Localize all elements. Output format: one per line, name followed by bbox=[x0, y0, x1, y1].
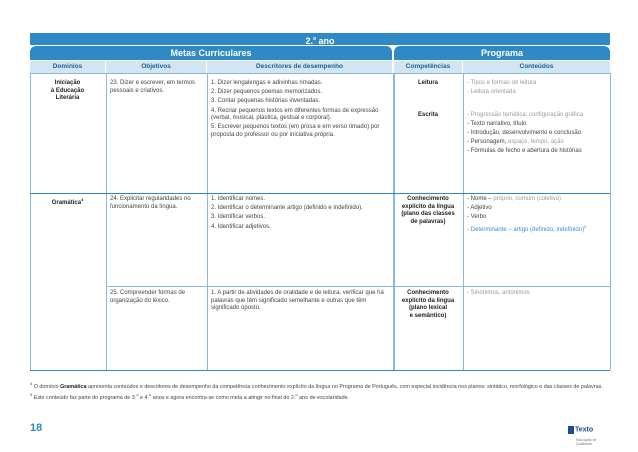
footnote-text: Este conteúdo faz parte do programa de 3. bbox=[32, 394, 137, 401]
competencia-line: Conhecimento bbox=[407, 196, 449, 202]
objetivo-23: 23. Dizer e escrever, em termos pessoais e criativos. bbox=[110, 80, 196, 94]
dominio-gramatica bbox=[30, 196, 105, 208]
column-competencias: Competências bbox=[394, 61, 462, 73]
objetivo-25: 25. Compreender formas de organização do léxico. bbox=[110, 290, 186, 304]
conteudo-item bbox=[467, 139, 607, 147]
footnote-ref: 5 bbox=[584, 223, 587, 229]
competencia-line: Conhecimento bbox=[407, 290, 449, 296]
competencia-line: (plano das classes bbox=[401, 211, 455, 218]
descritor: 1. Dizer lengalengas e adivinhas rimadas. bbox=[211, 80, 323, 86]
conteudo-item bbox=[467, 196, 607, 204]
personagem-label: - Personagem, bbox=[467, 138, 507, 145]
dominio-line: Iniciação bbox=[54, 80, 81, 86]
conteudo-item: - Progressão temática; configuração gráfica bbox=[467, 112, 584, 118]
competencia-line: (plano lexical bbox=[408, 305, 447, 312]
descritor: 5. Escrever pequenos textos (em prosa e em verso rimado) por proposta do professor ou por iniciativa própria. bbox=[211, 124, 380, 138]
column-dominios: Domínios bbox=[30, 61, 105, 73]
personagem-rest: espaço, tempo, ação bbox=[506, 138, 564, 145]
grid-line bbox=[30, 73, 31, 370]
nome-rest: próprio, comum (coletivo) bbox=[493, 196, 562, 202]
competencia-line: e semântico) bbox=[409, 312, 447, 319]
objetivo-24: 24. Explicitar regularidades no funcionamento da língua. bbox=[110, 196, 191, 210]
footnote-mark: 5 bbox=[30, 392, 33, 397]
year-number: 2. bbox=[305, 36, 313, 46]
grid-line bbox=[106, 73, 107, 370]
page-number: 18 bbox=[30, 422, 43, 434]
competencia-escrita: Escrita bbox=[417, 112, 438, 118]
conteudos-leitura bbox=[467, 80, 607, 98]
footnote-text: O domínio bbox=[32, 383, 61, 390]
footnote-text: apresenta conteúdos e descritores de desempenho da competência conhecimento explícito da língua no Programa de Português, com especial incidência nos planos: sintático, morfológico e das classes de palavras. bbox=[86, 383, 603, 390]
dominio-iniciacao bbox=[30, 80, 105, 103]
descritor: 2. Dizer pequenos poemas memorizados. bbox=[211, 89, 323, 96]
competencia-line: de palavras) bbox=[410, 218, 446, 225]
publisher-tagline: Educação de Qualidade bbox=[576, 438, 597, 446]
conteudo-item: - Texto narrativo, título bbox=[467, 120, 527, 127]
conteudo-item: - Tipos e formas de leitura bbox=[467, 80, 537, 86]
footnotes bbox=[30, 380, 610, 402]
conteudo-item: - Sinónimos, antónimos bbox=[467, 290, 530, 296]
year-word: ano bbox=[318, 36, 335, 46]
ordinal: o bbox=[148, 392, 152, 397]
competencia-line: explícito da língua bbox=[401, 297, 455, 304]
row-divider bbox=[30, 193, 610, 194]
footnote-bold: Gramática bbox=[60, 383, 87, 390]
ordinal: o bbox=[295, 392, 298, 397]
dominio-line: à Educação bbox=[50, 87, 85, 94]
descritor: 4. Recriar pequenos textos em diferentes formas de expressão (verbal, musical, plástica, gestual e corporal). bbox=[211, 107, 379, 122]
conteudo-item bbox=[467, 223, 607, 235]
descritores-24 bbox=[211, 196, 389, 233]
conteudo-item: - Verbo bbox=[467, 213, 487, 220]
competencia-classes bbox=[394, 196, 462, 226]
conteudos-lexico bbox=[467, 290, 607, 299]
programa-header: Programa bbox=[394, 46, 610, 60]
conteudo-item: - Introdução, desenvolvimento e conclusão bbox=[467, 129, 582, 136]
grid-line bbox=[610, 73, 611, 370]
column-descritores: Descritores de desempenho bbox=[207, 61, 392, 73]
row-divider bbox=[106, 286, 611, 287]
year-banner bbox=[30, 33, 610, 45]
publisher-logo bbox=[568, 421, 610, 446]
competencia-lexical bbox=[394, 290, 462, 320]
conteudo-item: - Leitura orientada bbox=[467, 88, 516, 95]
nome-prefix: - Nome – bbox=[467, 196, 494, 202]
conteudo-item: - Fórmulas de fecho e abertura de histórias bbox=[467, 147, 582, 154]
publisher-name: Texto bbox=[575, 426, 594, 434]
descritores-23 bbox=[211, 80, 389, 141]
descritor: 2. Identificar o determinante artigo (definido e indefinido). bbox=[211, 205, 363, 212]
determinante-text: - Determinante – artigo (definido, indefinido) bbox=[467, 226, 585, 233]
year-sup: o bbox=[312, 36, 317, 42]
texto-logo-icon bbox=[568, 426, 574, 434]
descritor: 3. Contar pequenas histórias inventadas. bbox=[211, 98, 321, 105]
competencia-line: explícito da língua bbox=[401, 203, 455, 210]
descritor: 1. Identificar nomes. bbox=[211, 196, 266, 202]
grid-line bbox=[463, 73, 464, 370]
ordinal: o bbox=[136, 392, 139, 397]
footnote-mark: 4 bbox=[30, 381, 33, 386]
dominio-line: Literária bbox=[55, 95, 80, 102]
descritor: 3. Identificar verbos. bbox=[211, 214, 266, 221]
footnote-text: e 4. bbox=[138, 394, 149, 401]
descritor: 4. Identificar adjetivos. bbox=[211, 223, 271, 230]
column-objetivos: Objetivos bbox=[106, 61, 206, 73]
footnote-text: ano de escolaridade. bbox=[297, 394, 350, 401]
footnote-5 bbox=[30, 391, 610, 402]
column-conteudos: Conteúdos bbox=[463, 61, 610, 73]
conteudos-gramatica bbox=[467, 196, 607, 236]
table-bottom bbox=[30, 370, 610, 371]
grid-line bbox=[30, 73, 610, 74]
metas-header: Metas Curriculares bbox=[30, 46, 392, 60]
footnote-ref: 4 bbox=[81, 197, 84, 202]
gramatica-label: Gramática bbox=[51, 200, 82, 206]
conteudos-escrita bbox=[467, 112, 607, 157]
descritor-25: 1. A partir de atividades de oralidade e de leitura, verificar que há palavras que têm significado semelhante e outras que têm significado oposto. bbox=[211, 290, 384, 312]
grid-line bbox=[207, 73, 208, 370]
footnote-4 bbox=[30, 380, 610, 391]
conteudo-item: - Adjetivo bbox=[467, 204, 492, 211]
footnote-text: anos e agora encontra-se como meta a atingir no final do 2. bbox=[151, 394, 296, 401]
competencia-leitura: Leitura bbox=[417, 80, 438, 86]
